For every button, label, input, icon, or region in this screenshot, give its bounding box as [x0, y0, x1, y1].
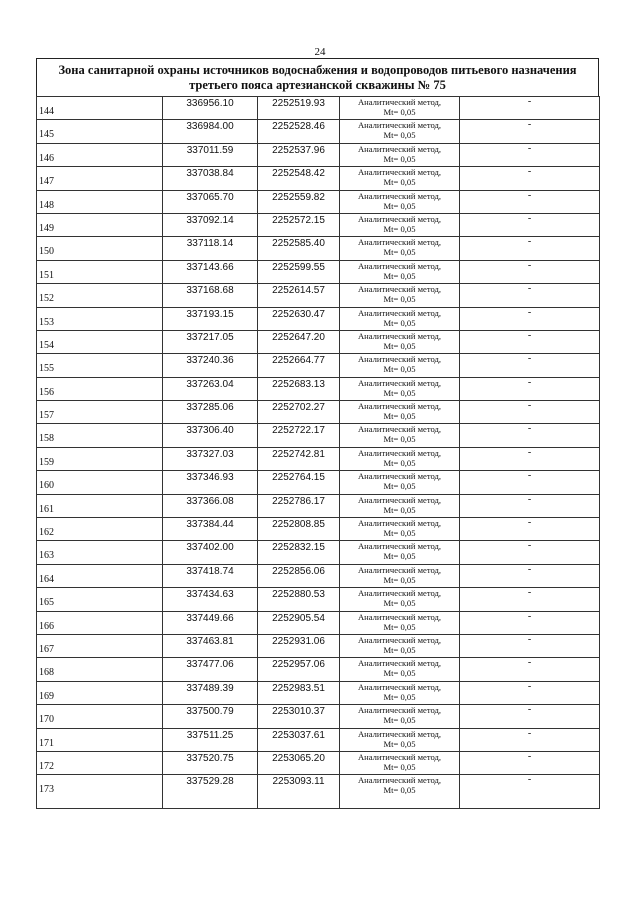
method-label: Аналитический метод,	[357, 237, 442, 248]
table-row	[37, 401, 600, 424]
point-number-cell: 159	[37, 447, 163, 470]
method-cell	[340, 471, 460, 494]
accuracy-label: Mt= 0,05	[383, 270, 416, 281]
table-row	[37, 284, 600, 307]
method-cell	[340, 775, 460, 809]
method-label: Аналитический метод,	[357, 658, 442, 669]
y-coordinate-cell: 2252832.15	[258, 541, 340, 564]
accuracy-label: Mt= 0,05	[383, 247, 416, 258]
description-cell: -	[460, 167, 600, 190]
y-coordinate-cell: 2252599.55	[258, 260, 340, 283]
point-number-cell: 166	[37, 611, 163, 634]
description-cell: -	[460, 260, 600, 283]
description-cell: -	[460, 471, 600, 494]
page-number: 24	[314, 46, 326, 58]
accuracy-label: Mt= 0,05	[383, 387, 416, 398]
description-cell: -	[460, 143, 600, 166]
y-coordinate-cell: 2252630.47	[258, 307, 340, 330]
y-coordinate-cell: 2252683.13	[258, 377, 340, 400]
description-cell: -	[460, 705, 600, 728]
method-cell	[340, 401, 460, 424]
y-coordinate-cell: 2252528.46	[258, 120, 340, 143]
x-coordinate-cell: 337168.68	[163, 284, 258, 307]
accuracy-label: Mt= 0,05	[383, 434, 416, 445]
accuracy-label: Mt= 0,05	[383, 340, 416, 351]
method-cell	[340, 541, 460, 564]
accuracy-label: Mt= 0,05	[383, 107, 416, 117]
accuracy-label: Mt= 0,05	[383, 528, 416, 539]
point-number-cell: 167	[37, 634, 163, 657]
x-coordinate-cell: 337402.00	[163, 541, 258, 564]
method-cell	[340, 658, 460, 681]
method-label: Аналитический метод,	[357, 424, 442, 435]
y-coordinate-cell: 2252786.17	[258, 494, 340, 517]
description-cell: -	[460, 120, 600, 143]
method-cell	[340, 143, 460, 166]
accuracy-label: Mt= 0,05	[383, 153, 416, 164]
description-cell: -	[460, 775, 600, 809]
method-cell	[340, 237, 460, 260]
method-label: Аналитический метод,	[357, 447, 442, 458]
x-coordinate-cell: 337500.79	[163, 705, 258, 728]
title-line-2: третьего пояса артезианской скважины № 75	[189, 78, 446, 92]
x-coordinate-cell: 337118.14	[163, 237, 258, 260]
x-coordinate-cell: 337449.66	[163, 611, 258, 634]
point-number-cell: 169	[37, 681, 163, 704]
x-coordinate-cell: 337434.63	[163, 588, 258, 611]
x-coordinate-cell: 337038.84	[163, 167, 258, 190]
x-coordinate-cell: 337463.81	[163, 634, 258, 657]
x-coordinate-cell: 337529.28	[163, 775, 258, 809]
y-coordinate-cell: 2253065.20	[258, 751, 340, 774]
method-label: Аналитический метод,	[357, 97, 442, 107]
x-coordinate-cell: 337065.70	[163, 190, 258, 213]
accuracy-label: Mt= 0,05	[383, 761, 416, 772]
method-label: Аналитический метод,	[357, 541, 442, 552]
y-coordinate-cell: 2252537.96	[258, 143, 340, 166]
point-number-cell: 171	[37, 728, 163, 751]
table-row	[37, 681, 600, 704]
description-cell: -	[460, 681, 600, 704]
y-coordinate-cell: 2252664.77	[258, 354, 340, 377]
description-cell: -	[460, 588, 600, 611]
x-coordinate-cell: 337327.03	[163, 447, 258, 470]
point-number-cell: 156	[37, 377, 163, 400]
method-cell	[340, 728, 460, 751]
table-row	[37, 97, 600, 120]
table-row	[37, 588, 600, 611]
y-coordinate-cell: 2252808.85	[258, 518, 340, 541]
description-cell: -	[460, 494, 600, 517]
description-cell: -	[460, 97, 600, 120]
table-row	[37, 611, 600, 634]
description-cell: -	[460, 424, 600, 447]
point-number-cell: 150	[37, 237, 163, 260]
method-label: Аналитический метод,	[357, 213, 442, 224]
x-coordinate-cell: 337240.36	[163, 354, 258, 377]
table-row	[37, 213, 600, 236]
x-coordinate-cell: 337346.93	[163, 471, 258, 494]
accuracy-label: Mt= 0,05	[383, 177, 416, 188]
method-cell	[340, 494, 460, 517]
method-cell	[340, 97, 460, 120]
method-cell	[340, 260, 460, 283]
method-label: Аналитический метод,	[357, 564, 442, 575]
method-cell	[340, 213, 460, 236]
method-cell	[340, 611, 460, 634]
point-number-cell: 172	[37, 751, 163, 774]
method-label: Аналитический метод,	[357, 588, 442, 599]
x-coordinate-cell: 337520.75	[163, 751, 258, 774]
point-number-cell: 162	[37, 518, 163, 541]
method-cell	[340, 424, 460, 447]
table-row	[37, 190, 600, 213]
y-coordinate-cell: 2252983.51	[258, 681, 340, 704]
description-cell: -	[460, 658, 600, 681]
table-row	[37, 541, 600, 564]
description-cell: -	[460, 401, 600, 424]
point-number-cell: 146	[37, 143, 163, 166]
description-cell: -	[460, 190, 600, 213]
method-label: Аналитический метод,	[357, 284, 442, 295]
y-coordinate-cell: 2253037.61	[258, 728, 340, 751]
accuracy-label: Mt= 0,05	[383, 644, 416, 655]
y-coordinate-cell: 2253010.37	[258, 705, 340, 728]
y-coordinate-cell: 2252931.06	[258, 634, 340, 657]
accuracy-label: Mt= 0,05	[383, 621, 416, 632]
x-coordinate-cell: 337384.44	[163, 518, 258, 541]
description-cell: -	[460, 447, 600, 470]
point-number-cell: 168	[37, 658, 163, 681]
y-coordinate-cell: 2252764.15	[258, 471, 340, 494]
method-cell	[340, 705, 460, 728]
accuracy-label: Mt= 0,05	[383, 715, 416, 726]
y-coordinate-cell: 2252742.81	[258, 447, 340, 470]
method-cell	[340, 307, 460, 330]
table-row	[37, 330, 600, 353]
method-label: Аналитический метод,	[357, 190, 442, 201]
y-coordinate-cell: 2252585.40	[258, 237, 340, 260]
method-label: Аналитический метод,	[357, 634, 442, 645]
accuracy-label: Mt= 0,05	[383, 785, 416, 796]
description-cell: -	[460, 354, 600, 377]
point-number-cell: 152	[37, 284, 163, 307]
y-coordinate-cell: 2252702.27	[258, 401, 340, 424]
method-label: Аналитический метод,	[357, 260, 442, 271]
x-coordinate-cell: 337193.15	[163, 307, 258, 330]
accuracy-label: Mt= 0,05	[383, 411, 416, 422]
x-coordinate-cell: 337418.74	[163, 564, 258, 587]
point-number-cell: 161	[37, 494, 163, 517]
accuracy-label: Mt= 0,05	[383, 738, 416, 749]
y-coordinate-cell: 2252559.82	[258, 190, 340, 213]
method-label: Аналитический метод,	[357, 518, 442, 529]
table-row	[37, 564, 600, 587]
description-cell: -	[460, 330, 600, 353]
y-coordinate-cell: 2252548.42	[258, 167, 340, 190]
method-label: Аналитический метод,	[357, 471, 442, 482]
method-cell	[340, 330, 460, 353]
accuracy-label: Mt= 0,05	[383, 130, 416, 141]
accuracy-label: Mt= 0,05	[383, 598, 416, 609]
table-row	[37, 775, 600, 809]
method-label: Аналитический метод,	[357, 401, 442, 412]
x-coordinate-cell: 336956.10	[163, 97, 258, 120]
table-row	[37, 705, 600, 728]
y-coordinate-cell: 2252519.93	[258, 97, 340, 120]
title-line-1: Зона санитарной охраны источников водоснабжения и водопроводов питьевого назначения	[58, 63, 577, 77]
method-cell	[340, 681, 460, 704]
table-row	[37, 143, 600, 166]
method-label: Аналитический метод,	[357, 143, 442, 154]
x-coordinate-cell: 337217.05	[163, 330, 258, 353]
y-coordinate-cell: 2252856.06	[258, 564, 340, 587]
y-coordinate-cell: 2252905.54	[258, 611, 340, 634]
description-cell: -	[460, 564, 600, 587]
x-coordinate-cell: 337366.08	[163, 494, 258, 517]
point-number-cell: 164	[37, 564, 163, 587]
description-cell: -	[460, 751, 600, 774]
method-label: Аналитический метод,	[357, 354, 442, 365]
table-row	[37, 634, 600, 657]
accuracy-label: Mt= 0,05	[383, 457, 416, 468]
accuracy-label: Mt= 0,05	[383, 668, 416, 679]
method-cell	[340, 284, 460, 307]
x-coordinate-cell: 337263.04	[163, 377, 258, 400]
point-number-cell: 144	[37, 97, 163, 120]
point-number-cell: 147	[37, 167, 163, 190]
method-label: Аналитический метод,	[357, 751, 442, 762]
table-row	[37, 494, 600, 517]
table-row	[37, 354, 600, 377]
method-cell	[340, 447, 460, 470]
point-number-cell: 158	[37, 424, 163, 447]
point-number-cell: 145	[37, 120, 163, 143]
x-coordinate-cell: 337477.06	[163, 658, 258, 681]
method-label: Аналитический метод,	[357, 705, 442, 716]
y-coordinate-cell: 2252722.17	[258, 424, 340, 447]
method-label: Аналитический метод,	[357, 330, 442, 341]
table-row	[37, 447, 600, 470]
point-number-cell: 157	[37, 401, 163, 424]
accuracy-label: Mt= 0,05	[383, 551, 416, 562]
method-cell	[340, 518, 460, 541]
method-label: Аналитический метод,	[357, 681, 442, 692]
table-row	[37, 167, 600, 190]
description-cell: -	[460, 728, 600, 751]
method-label: Аналитический метод,	[357, 494, 442, 505]
y-coordinate-cell: 2252647.20	[258, 330, 340, 353]
point-number-cell: 151	[37, 260, 163, 283]
accuracy-label: Mt= 0,05	[383, 364, 416, 375]
point-number-cell: 160	[37, 471, 163, 494]
point-number-cell: 148	[37, 190, 163, 213]
description-cell: -	[460, 377, 600, 400]
description-cell: -	[460, 307, 600, 330]
accuracy-label: Mt= 0,05	[383, 574, 416, 585]
method-cell	[340, 190, 460, 213]
description-cell: -	[460, 284, 600, 307]
y-coordinate-cell: 2252957.06	[258, 658, 340, 681]
accuracy-label: Mt= 0,05	[383, 294, 416, 305]
accuracy-label: Mt= 0,05	[383, 691, 416, 702]
x-coordinate-cell: 336984.00	[163, 120, 258, 143]
table-row	[37, 260, 600, 283]
table-row	[37, 471, 600, 494]
point-number-cell: 173	[37, 775, 163, 809]
x-coordinate-cell: 337489.39	[163, 681, 258, 704]
y-coordinate-cell: 2252572.15	[258, 213, 340, 236]
method-label: Аналитический метод,	[357, 167, 442, 178]
table-row	[37, 424, 600, 447]
table-row	[37, 307, 600, 330]
coordinates-table-body	[37, 97, 600, 809]
method-cell	[340, 564, 460, 587]
point-number-cell: 155	[37, 354, 163, 377]
y-coordinate-cell: 2252614.57	[258, 284, 340, 307]
method-cell	[340, 167, 460, 190]
x-coordinate-cell: 337143.66	[163, 260, 258, 283]
table-row	[37, 518, 600, 541]
table-row	[37, 120, 600, 143]
method-cell	[340, 377, 460, 400]
method-label: Аналитический метод,	[357, 611, 442, 622]
accuracy-label: Mt= 0,05	[383, 223, 416, 234]
table-row	[37, 237, 600, 260]
method-label: Аналитический метод,	[357, 728, 442, 739]
method-cell	[340, 120, 460, 143]
point-number-cell: 170	[37, 705, 163, 728]
method-label: Аналитический метод,	[357, 377, 442, 388]
x-coordinate-cell: 337511.25	[163, 728, 258, 751]
method-cell	[340, 588, 460, 611]
point-number-cell: 154	[37, 330, 163, 353]
point-number-cell: 149	[37, 213, 163, 236]
description-cell: -	[460, 518, 600, 541]
table-title	[36, 58, 599, 96]
method-cell	[340, 751, 460, 774]
method-label: Аналитический метод,	[357, 120, 442, 131]
method-cell	[340, 354, 460, 377]
table-row	[37, 377, 600, 400]
description-cell: -	[460, 213, 600, 236]
point-number-cell: 163	[37, 541, 163, 564]
x-coordinate-cell: 337285.06	[163, 401, 258, 424]
coordinates-table	[36, 96, 600, 809]
table-row	[37, 751, 600, 774]
x-coordinate-cell: 337092.14	[163, 213, 258, 236]
point-number-cell: 153	[37, 307, 163, 330]
x-coordinate-cell: 337306.40	[163, 424, 258, 447]
y-coordinate-cell: 2252880.53	[258, 588, 340, 611]
x-coordinate-cell: 337011.59	[163, 143, 258, 166]
point-number-cell: 165	[37, 588, 163, 611]
accuracy-label: Mt= 0,05	[383, 200, 416, 211]
accuracy-label: Mt= 0,05	[383, 317, 416, 328]
method-label: Аналитический метод,	[357, 775, 442, 786]
description-cell: -	[460, 237, 600, 260]
table-row	[37, 728, 600, 751]
document-sheet	[36, 58, 599, 809]
method-cell	[340, 634, 460, 657]
table-row	[37, 658, 600, 681]
method-label: Аналитический метод,	[357, 307, 442, 318]
description-cell: -	[460, 611, 600, 634]
y-coordinate-cell: 2253093.11	[258, 775, 340, 809]
accuracy-label: Mt= 0,05	[383, 504, 416, 515]
description-cell: -	[460, 634, 600, 657]
accuracy-label: Mt= 0,05	[383, 481, 416, 492]
description-cell: -	[460, 541, 600, 564]
